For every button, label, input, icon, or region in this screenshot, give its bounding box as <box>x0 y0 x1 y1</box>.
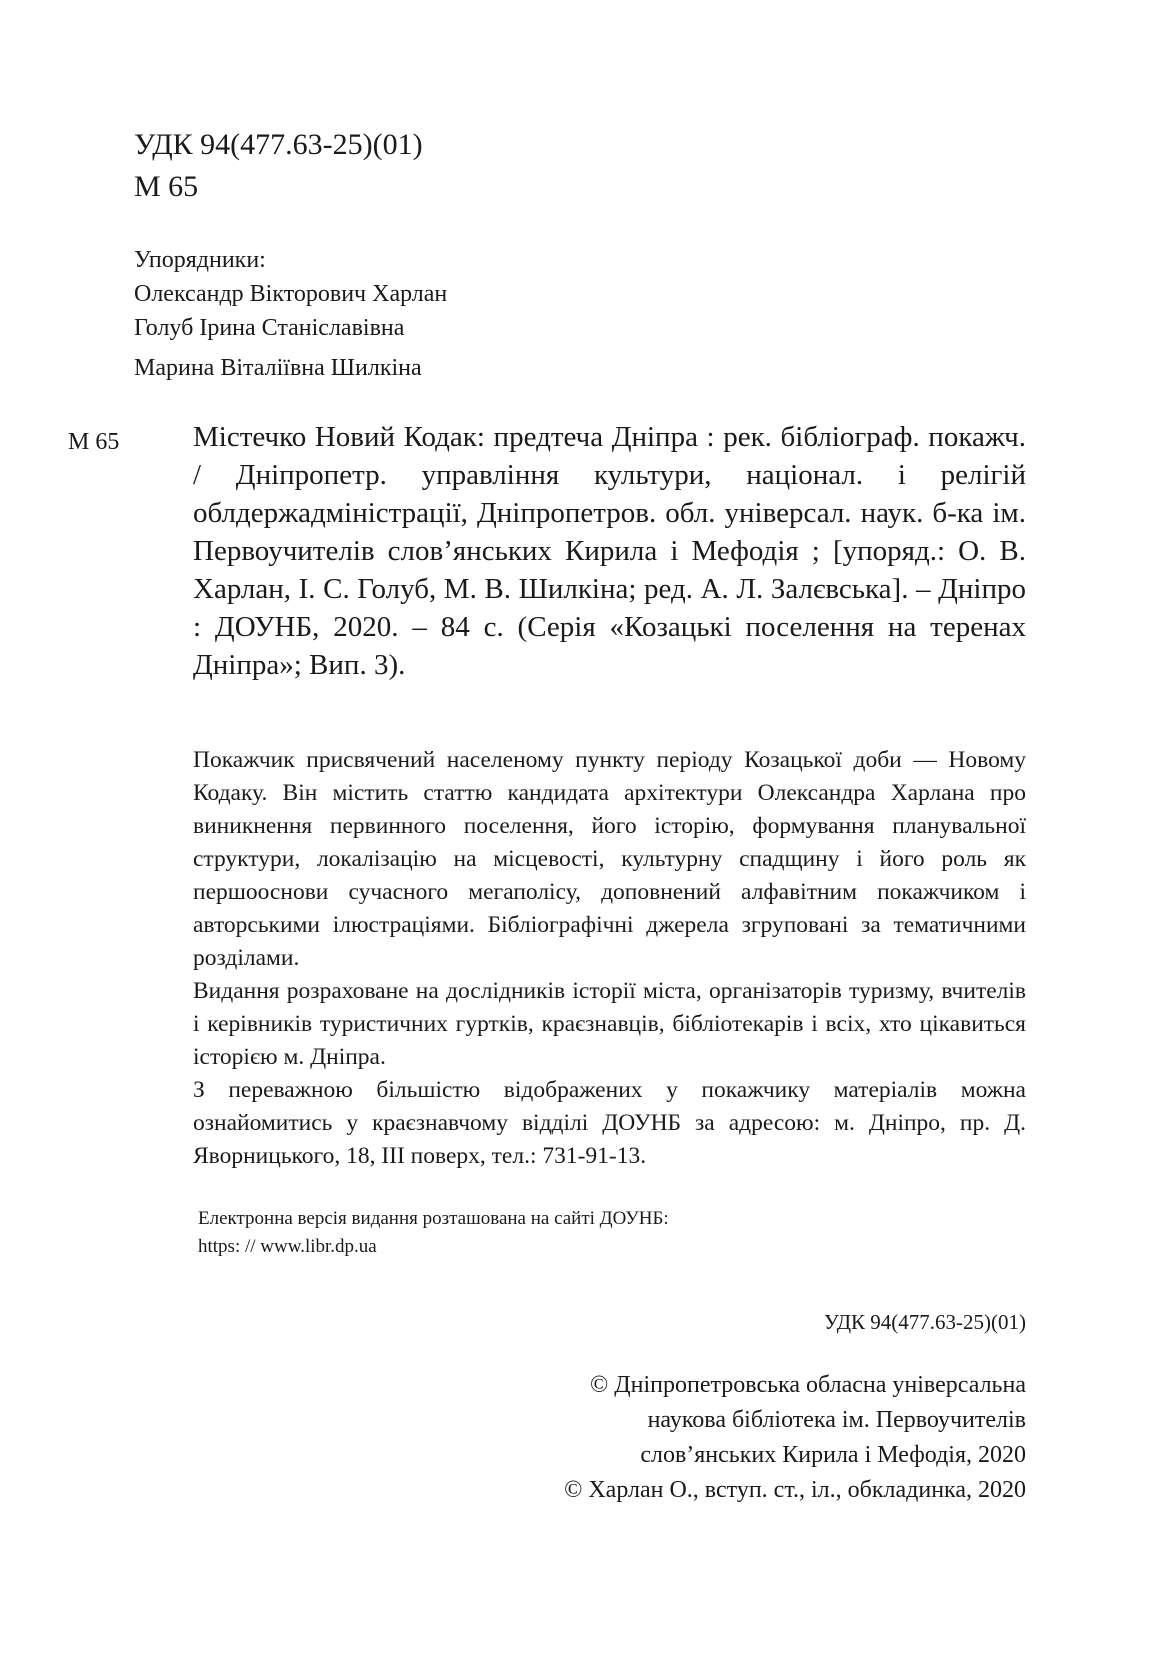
compiler-name: Олександр Вікторович Харлан <box>134 281 448 307</box>
website-url: https: // www.libr.dp.ua <box>198 1236 377 1257</box>
bibliographic-description: Містечко Новий Кодак: предтеча Дніпра : рек. бібліограф. покажч. / Дніпропетр. управління культури, націонал. і релігій облдержадміністрації, Дніпропетров. обл. універсал. наук. б-ка ім. Первоучителів слов’янських Кирила і Мефодія ; [упоряд.: О. В. Харлан, І. С. Голуб, М. В. Шилкіна; ред. А. Л. Залєвська]. – Дніпро : ДОУНБ, 2020. – 84 с. (Серія «Козацькі поселення на теренах Дніпра»; Вип. 3). <box>193 421 1026 681</box>
copyright-line: слов’янських Кирила і Мефодія, 2020 <box>640 1442 1026 1468</box>
electronic-version-note <box>198 1205 669 1261</box>
copyright-line: © Харлан О., вступ. ст., іл., обкладинка, 2020 <box>564 1477 1026 1503</box>
compiler-name: Голуб Ірина Станіславівна <box>134 315 405 341</box>
compilers-block <box>134 243 447 385</box>
compilers-label: Упорядники: <box>134 247 266 273</box>
annotation-paragraph: З переважною більшістю відображених у покажчику матеріалів можна ознайомитись у краєзнавчому відділі ДОУНБ за адресою: м. Дніпро, пр. Д. Яворницького, 18, ІІІ поверх, тел.: 731-91-13. <box>193 1077 1026 1169</box>
udk-bottom: УДК 94(477.63-25)(01) <box>823 1310 1026 1334</box>
description-mark: М 65 <box>68 429 120 455</box>
annotation <box>193 744 1026 1173</box>
electronic-version-text: Електронна версія видання розташована на сайті ДОУНБ: <box>198 1208 669 1229</box>
udk-code: УДК 94(477.63-25)(01) <box>134 128 423 161</box>
author-mark: М 65 <box>134 170 199 203</box>
annotation-paragraph: Покажчик присвячений населеному пункту періоду Козацької доби — Новому Кодаку. Він містить статтю кандидата архітектури Олександра Харлана про виникнення первинного поселення, його історію, формування планувальної структури, локалізацію на місцевості, культурну спадщину і його роль як першооснови сучасного мегаполісу, доповнений алфавітним покажчиком і авторськими ілюстраціями. Бібліографічні джерела згруповані за тематичними розділами. <box>193 747 1026 971</box>
compiler-name: Марина Віталіївна Шилкіна <box>134 355 422 381</box>
copyright-line: наукова бібліотека ім. Первоучителів <box>647 1407 1026 1433</box>
copyright-block <box>564 1368 1026 1508</box>
classification-header <box>134 124 423 208</box>
copyright-line: © Дніпропетровська обласна універсальна <box>590 1372 1026 1398</box>
annotation-paragraph: Видання розраховане на дослідників історії міста, організаторів туризму, вчителів і керівників туристичних гуртків, краєзнавців, бібліотекарів і всіх, хто цікавиться історією м. Дніпра. <box>193 978 1026 1070</box>
